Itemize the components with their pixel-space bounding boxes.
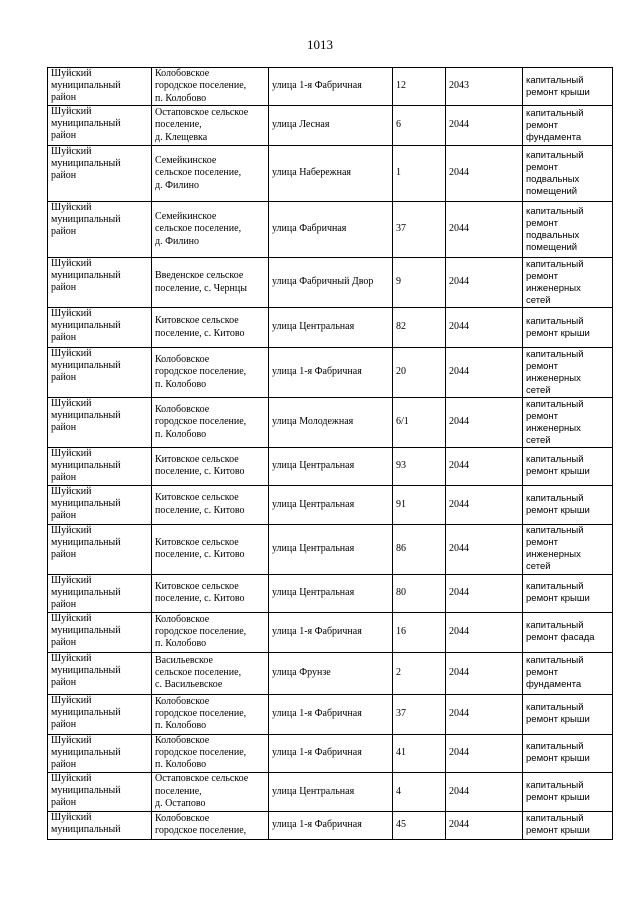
- year-cell: 2043: [446, 68, 523, 106]
- house-number-cell: 91: [393, 485, 446, 524]
- house-number-cell: 37: [393, 694, 446, 734]
- table-row: [48, 146, 613, 202]
- year-cell: 2044: [446, 772, 523, 811]
- street-cell: улица 1-я Фабричная: [269, 612, 393, 652]
- work-type-cell: капитальный ремонт крыши: [523, 448, 613, 486]
- house-number-cell: 16: [393, 612, 446, 652]
- street-cell: улица Фрунзе: [269, 652, 393, 694]
- work-type-cell: капитальный ремонт фундамента: [523, 652, 613, 694]
- settlement-cell: Колобовское городское поселение, п. Колобово: [152, 398, 269, 448]
- table-row: [48, 348, 613, 398]
- house-number-cell: 1: [393, 146, 446, 202]
- settlement-cell: Васильевское сельское поселение, с. Васильевское: [152, 652, 269, 694]
- table-row: [48, 612, 613, 652]
- area-cell: Шуйский муниципальный: [48, 811, 152, 839]
- table-row: [48, 652, 613, 694]
- year-cell: 2044: [446, 485, 523, 524]
- table-row: [48, 772, 613, 811]
- area-cell: Шуйский муниципальный район: [48, 258, 152, 308]
- area-cell: Шуйский муниципальный район: [48, 694, 152, 734]
- settlement-cell: Остаповское сельское поселение, д. Остапово: [152, 772, 269, 811]
- area-cell: Шуйский муниципальный район: [48, 398, 152, 448]
- street-cell: улица Центральная: [269, 574, 393, 612]
- year-cell: 2044: [446, 398, 523, 448]
- area-cell: Шуйский муниципальный район: [48, 734, 152, 772]
- street-cell: улица 1-я Фабричная: [269, 734, 393, 772]
- settlement-cell: Семейкинское сельское поселение, д. Филино: [152, 202, 269, 258]
- work-type-cell: капитальный ремонт подвальных помещений: [523, 202, 613, 258]
- table-row: [48, 694, 613, 734]
- year-cell: 2044: [446, 106, 523, 146]
- street-cell: улица Фабричный Двор: [269, 258, 393, 308]
- street-cell: улица Лесная: [269, 106, 393, 146]
- house-number-cell: 4: [393, 772, 446, 811]
- house-number-cell: 6/1: [393, 398, 446, 448]
- work-type-cell: капитальный ремонт подвальных помещений: [523, 146, 613, 202]
- year-cell: 2044: [446, 811, 523, 839]
- house-number-cell: 80: [393, 574, 446, 612]
- street-cell: улица Центральная: [269, 524, 393, 574]
- work-type-cell: капитальный ремонт крыши: [523, 308, 613, 348]
- settlement-cell: Китовское сельское поселение, с. Китово: [152, 308, 269, 348]
- table-row: [48, 485, 613, 524]
- area-cell: Шуйский муниципальный район: [48, 348, 152, 398]
- settlement-cell: Китовское сельское поселение, с. Китово: [152, 448, 269, 486]
- work-type-cell: капитальный ремонт инженерных сетей: [523, 258, 613, 308]
- table-row: [48, 202, 613, 258]
- house-number-cell: 20: [393, 348, 446, 398]
- area-cell: Шуйский муниципальный район: [48, 106, 152, 146]
- house-number-cell: 9: [393, 258, 446, 308]
- settlement-cell: Китовское сельское поселение, с. Китово: [152, 485, 269, 524]
- street-cell: улица Центральная: [269, 308, 393, 348]
- work-type-cell: капитальный ремонт фундамента: [523, 106, 613, 146]
- work-type-cell: капитальный ремонт крыши: [523, 694, 613, 734]
- year-cell: 2044: [446, 258, 523, 308]
- table-row: [48, 106, 613, 146]
- house-number-cell: 86: [393, 524, 446, 574]
- table-row: [48, 258, 613, 308]
- table-row: [48, 308, 613, 348]
- year-cell: 2044: [446, 202, 523, 258]
- year-cell: 2044: [446, 524, 523, 574]
- work-type-cell: капитальный ремонт инженерных сетей: [523, 398, 613, 448]
- table-row: [48, 68, 613, 106]
- table-row: [48, 574, 613, 612]
- year-cell: 2044: [446, 348, 523, 398]
- house-number-cell: 6: [393, 106, 446, 146]
- settlement-cell: Китовское сельское поселение, с. Китово: [152, 574, 269, 612]
- settlement-cell: Колобовское городское поселение, п. Колобово: [152, 68, 269, 106]
- house-number-cell: 12: [393, 68, 446, 106]
- street-cell: улица 1-я Фабричная: [269, 811, 393, 839]
- year-cell: 2044: [446, 734, 523, 772]
- work-type-cell: капитальный ремонт фасада: [523, 612, 613, 652]
- street-cell: улица 1-я Фабричная: [269, 694, 393, 734]
- year-cell: 2044: [446, 652, 523, 694]
- house-number-cell: 82: [393, 308, 446, 348]
- street-cell: улица Молодежная: [269, 398, 393, 448]
- work-type-cell: капитальный ремонт крыши: [523, 811, 613, 839]
- year-cell: 2044: [446, 574, 523, 612]
- area-cell: Шуйский муниципальный район: [48, 772, 152, 811]
- settlement-cell: Колобовское городское поселение, п. Колобово: [152, 612, 269, 652]
- table-row: [48, 398, 613, 448]
- housing-repair-table: [47, 67, 613, 840]
- area-cell: Шуйский муниципальный район: [48, 612, 152, 652]
- settlement-cell: Остаповское сельское поселение, д. Клещевка: [152, 106, 269, 146]
- work-type-cell: капитальный ремонт крыши: [523, 485, 613, 524]
- house-number-cell: 45: [393, 811, 446, 839]
- page-number: 1013: [307, 37, 333, 52]
- street-cell: улица 1-я Фабричная: [269, 68, 393, 106]
- street-cell: улица Центральная: [269, 485, 393, 524]
- area-cell: Шуйский муниципальный район: [48, 524, 152, 574]
- street-cell: улица Центральная: [269, 448, 393, 486]
- area-cell: Шуйский муниципальный район: [48, 68, 152, 106]
- area-cell: Шуйский муниципальный район: [48, 146, 152, 202]
- year-cell: 2044: [446, 146, 523, 202]
- work-type-cell: капитальный ремонт крыши: [523, 574, 613, 612]
- house-number-cell: 41: [393, 734, 446, 772]
- house-number-cell: 2: [393, 652, 446, 694]
- area-cell: Шуйский муниципальный район: [48, 485, 152, 524]
- street-cell: улица Набережная: [269, 146, 393, 202]
- table-row: [48, 448, 613, 486]
- settlement-cell: Колобовское городское поселение,: [152, 811, 269, 839]
- work-type-cell: капитальный ремонт инженерных сетей: [523, 524, 613, 574]
- settlement-cell: Колобовское городское поселение, п. Колобово: [152, 348, 269, 398]
- year-cell: 2044: [446, 308, 523, 348]
- work-type-cell: капитальный ремонт крыши: [523, 68, 613, 106]
- table-row: [48, 734, 613, 772]
- street-cell: улица 1-я Фабричная: [269, 348, 393, 398]
- house-number-cell: 37: [393, 202, 446, 258]
- settlement-cell: Семейкинское сельское поселение, д. Филино: [152, 146, 269, 202]
- street-cell: улица Фабричная: [269, 202, 393, 258]
- work-type-cell: капитальный ремонт крыши: [523, 734, 613, 772]
- table-row: [48, 811, 613, 839]
- year-cell: 2044: [446, 612, 523, 652]
- area-cell: Шуйский муниципальный район: [48, 652, 152, 694]
- area-cell: Шуйский муниципальный район: [48, 574, 152, 612]
- year-cell: 2044: [446, 448, 523, 486]
- work-type-cell: капитальный ремонт инженерных сетей: [523, 348, 613, 398]
- settlement-cell: Китовское сельское поселение, с. Китово: [152, 524, 269, 574]
- settlement-cell: Колобовское городское поселение, п. Колобово: [152, 694, 269, 734]
- street-cell: улица Центральная: [269, 772, 393, 811]
- house-number-cell: 93: [393, 448, 446, 486]
- work-type-cell: капитальный ремонт крыши: [523, 772, 613, 811]
- area-cell: Шуйский муниципальный район: [48, 202, 152, 258]
- year-cell: 2044: [446, 694, 523, 734]
- settlement-cell: Введенское сельское поселение, с. Чернцы: [152, 258, 269, 308]
- area-cell: Шуйский муниципальный район: [48, 308, 152, 348]
- settlement-cell: Колобовское городское поселение, п. Колобово: [152, 734, 269, 772]
- table-row: [48, 524, 613, 574]
- area-cell: Шуйский муниципальный район: [48, 448, 152, 486]
